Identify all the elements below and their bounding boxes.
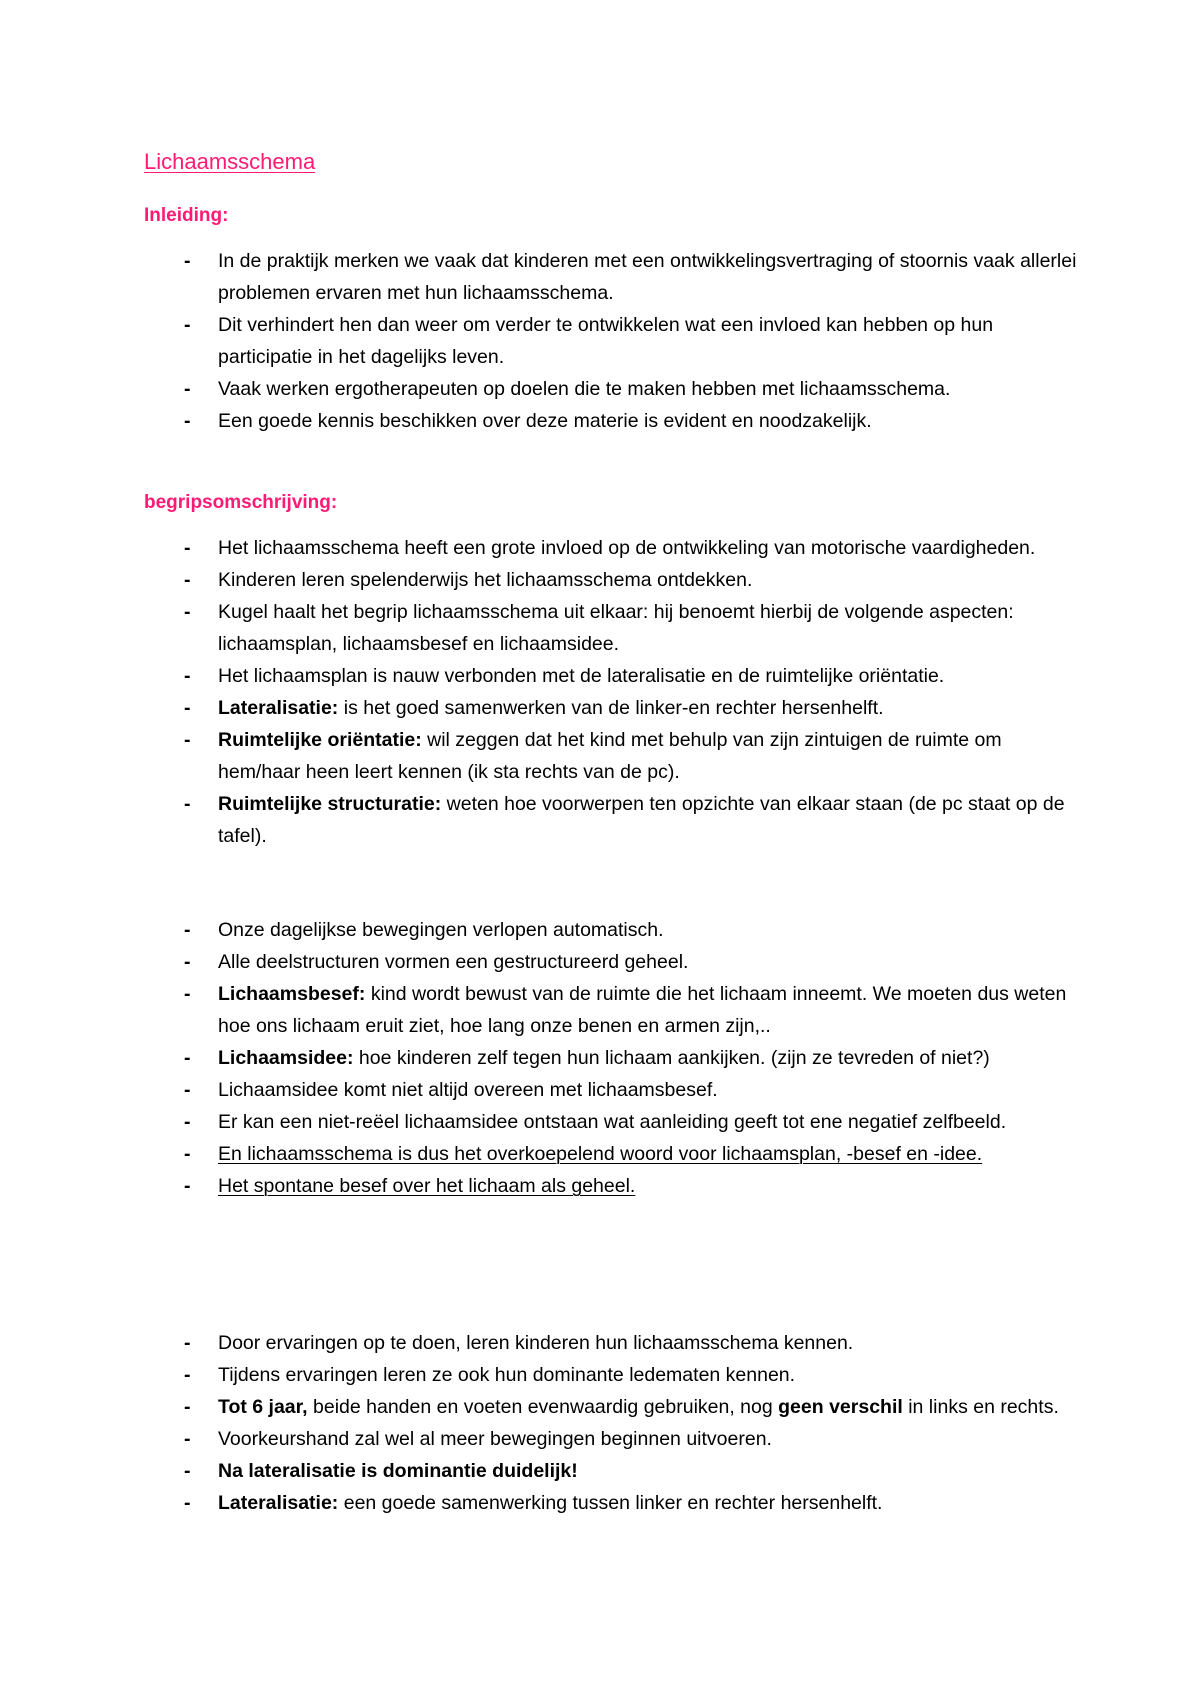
list-item	[144, 1391, 1084, 1423]
definition-term: Lichaamsbesef:	[218, 983, 366, 1005]
list-marker: -	[184, 1396, 191, 1418]
list-item	[144, 660, 1084, 692]
list-item	[144, 596, 1084, 660]
list-item-text: En lichaamsschema is dus het overkoepelend woord voor lichaamsplan, -besef en -idee.	[218, 1143, 983, 1165]
list-item-text: wil zeggen dat het kind met behulp van zijn zintuigen de ruimte om hem/haar heen leert kennen (ik sta rechts van de pc).	[218, 729, 1002, 783]
list-marker: -	[184, 1332, 191, 1354]
list-item	[144, 692, 1084, 724]
list-item	[144, 373, 1084, 405]
list-item	[144, 1106, 1084, 1138]
emphasis-term: geen verschil	[778, 1396, 903, 1418]
list-marker: -	[184, 250, 191, 272]
list-item-text: kind wordt bewust van de ruimte die het lichaam inneemt. We moeten dus weten hoe ons lichaam eruit ziet, hoe lang onze benen en armen zijn,..	[218, 983, 1067, 1037]
list-item-text: Er kan een niet-reëel lichaamsidee ontstaan wat aanleiding geeft tot ene negatief zelfbeeld.	[218, 1111, 1007, 1133]
list-marker: -	[184, 1492, 191, 1514]
list-item	[144, 1170, 1084, 1202]
list-marker: -	[184, 729, 191, 751]
list-marker: -	[184, 793, 191, 815]
list-item-text: is het goed samenwerken van de linker-en rechter hersenhelft.	[338, 697, 884, 719]
list-marker: -	[184, 697, 191, 719]
list-item-text: Vaak werken ergotherapeuten op doelen die te maken hebben met lichaamsschema.	[218, 378, 951, 400]
begripsomschrijving-list-1	[144, 532, 1084, 852]
list-marker: -	[184, 1364, 191, 1386]
definition-term: Ruimtelijke structuratie:	[218, 793, 442, 815]
definition-term: Lateralisatie:	[218, 697, 339, 719]
section-heading-inleiding: Inleiding:	[144, 205, 229, 226]
list-marker: -	[184, 1428, 191, 1450]
list-marker: -	[184, 537, 191, 559]
list-item	[144, 914, 1084, 946]
list-item-text: Alle deelstructuren vormen een gestructureerd geheel.	[218, 951, 689, 973]
list-item-text: Een goede kennis beschikken over deze materie is evident en noodzakelijk.	[218, 410, 872, 432]
definition-term: Tot 6 jaar,	[218, 1396, 308, 1418]
list-item	[144, 1359, 1084, 1391]
list-marker: -	[184, 983, 191, 1005]
list-marker: -	[184, 378, 191, 400]
list-marker: -	[184, 601, 191, 623]
list-item	[144, 946, 1084, 978]
list-marker: -	[184, 1175, 191, 1197]
list-item	[144, 1042, 1084, 1074]
section-heading-begripsomschrijving: begripsomschrijving:	[144, 492, 338, 513]
list-marker: -	[184, 410, 191, 432]
list-item	[144, 405, 1084, 437]
list-marker: -	[184, 1460, 191, 1482]
list-item-text: Voorkeurshand zal wel al meer bewegingen beginnen uitvoeren.	[218, 1428, 772, 1450]
list-item	[144, 532, 1084, 564]
list-item-text: hoe kinderen zelf tegen hun lichaam aankijken. (zijn ze tevreden of niet?)	[353, 1047, 990, 1069]
list-item-text: in links en rechts.	[902, 1396, 1059, 1418]
list-item-text: weten hoe voorwerpen ten opzichte van elkaar staan (de pc staat op de tafel).	[218, 793, 1065, 847]
list-item-text: Het lichaamsschema heeft een grote invloed op de ontwikkeling van motorische vaardigheden.	[218, 537, 1036, 559]
list-item-text: Het spontane besef over het lichaam als geheel.	[218, 1175, 636, 1197]
begripsomschrijving-list-3	[144, 1327, 1084, 1519]
list-item-text: Na lateralisatie is dominantie duidelijk!	[218, 1460, 578, 1482]
list-marker: -	[184, 1143, 191, 1165]
list-item-text: Kinderen leren spelenderwijs het lichaamsschema ontdekken.	[218, 569, 753, 591]
list-marker: -	[184, 1079, 191, 1101]
inleiding-list	[144, 245, 1084, 437]
list-marker: -	[184, 1111, 191, 1133]
list-item-text: Lichaamsidee komt niet altijd overeen met lichaamsbesef.	[218, 1079, 718, 1101]
list-item-text: Door ervaringen op te doen, leren kinderen hun lichaamsschema kennen.	[218, 1332, 854, 1354]
list-marker: -	[184, 951, 191, 973]
list-item-text: beide handen en voeten evenwaardig gebruiken, nog	[307, 1396, 779, 1418]
list-item	[144, 1327, 1084, 1359]
list-marker: -	[184, 665, 191, 687]
definition-term: Lateralisatie:	[218, 1492, 339, 1514]
definition-term: Lichaamsidee:	[218, 1047, 354, 1069]
list-item	[144, 1455, 1084, 1487]
list-marker: -	[184, 314, 191, 336]
list-marker: -	[184, 569, 191, 591]
list-item	[144, 245, 1084, 309]
list-item	[144, 564, 1084, 596]
list-marker: -	[184, 919, 191, 941]
list-item-text: een goede samenwerking tussen linker en rechter hersenhelft.	[338, 1492, 883, 1514]
document-title: Lichaamsschema	[144, 149, 316, 174]
list-item	[144, 309, 1084, 373]
list-item-text: Dit verhindert hen dan weer om verder te ontwikkelen wat een invloed kan hebben op hun participatie in het dagelijks leven.	[218, 314, 994, 368]
list-item-text: In de praktijk merken we vaak dat kinderen met een ontwikkelingsvertraging of stoornis vaak allerlei problemen ervaren met hun lichaamsschema.	[218, 250, 1077, 304]
list-item	[144, 724, 1084, 788]
begripsomschrijving-list-2	[144, 914, 1084, 1202]
definition-term: Ruimtelijke oriëntatie:	[218, 729, 422, 751]
list-item	[144, 1074, 1084, 1106]
list-item	[144, 1138, 1084, 1170]
list-item-text: Kugel haalt het begrip lichaamsschema uit elkaar: hij benoemt hierbij de volgende aspecten: lichaamsplan, lichaamsbesef en lichaamsidee.	[218, 601, 1014, 655]
list-item-text: Tijdens ervaringen leren ze ook hun dominante ledematen kennen.	[218, 1364, 796, 1386]
list-item	[144, 1423, 1084, 1455]
list-item-text: Onze dagelijkse bewegingen verlopen automatisch.	[218, 919, 664, 941]
list-item	[144, 788, 1084, 852]
list-item-text: Het lichaamsplan is nauw verbonden met de lateralisatie en de ruimtelijke oriëntatie.	[218, 665, 945, 687]
list-item	[144, 1487, 1084, 1519]
list-marker: -	[184, 1047, 191, 1069]
list-item	[144, 978, 1084, 1042]
